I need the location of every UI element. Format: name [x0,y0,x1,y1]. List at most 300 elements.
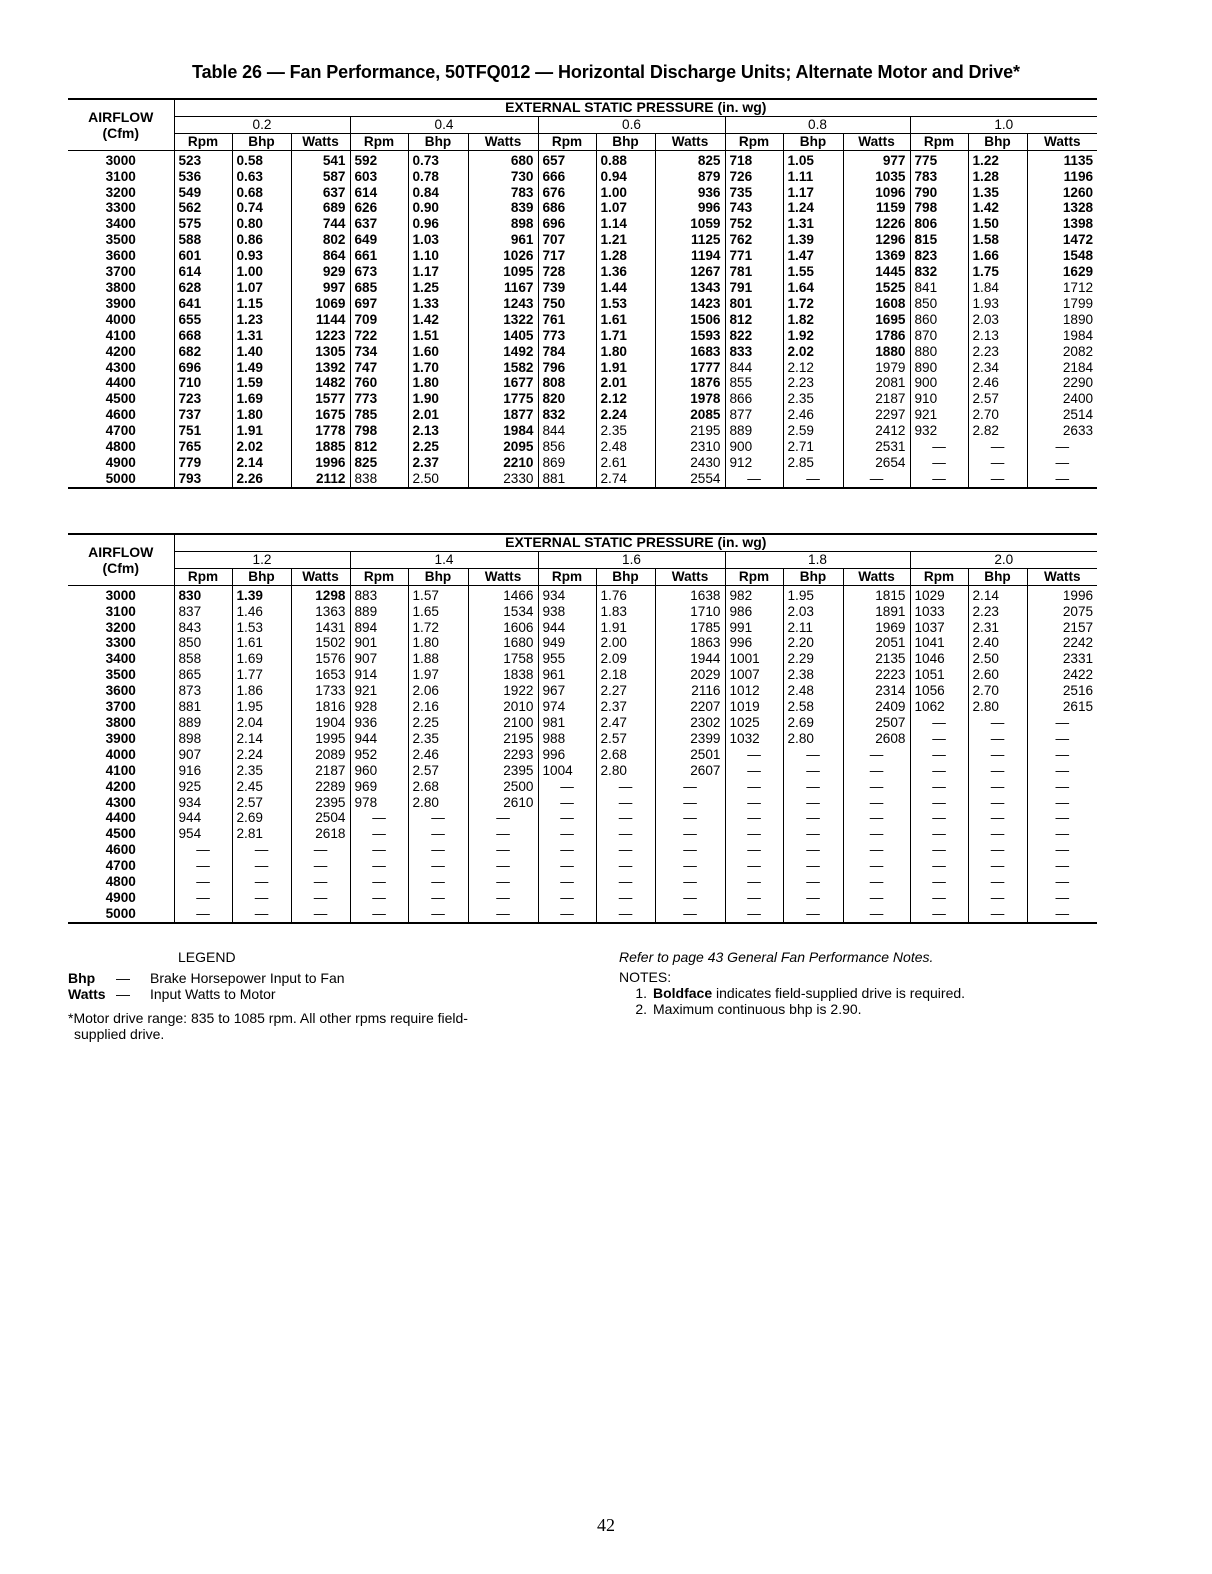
table-cell: 837 [174,604,232,620]
table-cell: 1.42 [968,200,1027,216]
table-cell: — [1027,471,1097,488]
pressure-group-header: 1.6 [538,551,725,568]
table-cell: 1305 [291,344,350,360]
table-cell: 0.96 [408,216,468,232]
table-cell: 1778 [291,423,350,439]
table-cell: 866 [725,391,783,407]
airflow-value: 4200 [105,343,136,359]
table-row [68,423,1097,439]
table-cell: — [408,826,468,842]
table-cell: 1922 [468,683,538,699]
table-cell: — [910,439,968,455]
table-cell: 726 [725,169,783,185]
pressure-group-header: 0.4 [350,116,538,133]
column-header: Bhp [783,568,843,585]
table-cell: 2187 [843,391,910,407]
table-row [68,248,1097,264]
airflow-value: 3200 [105,619,136,635]
airflow-value: 4600 [105,842,136,858]
table-cell: 2330 [468,471,538,488]
table-row [68,216,1097,232]
table-cell: 1880 [843,344,910,360]
table-cell: 954 [174,826,232,842]
table-cell: — [468,890,538,906]
pressure-group-header: 1.8 [725,551,910,568]
table-cell: 978 [350,795,408,811]
airflow-value: 4000 [105,746,136,762]
airflow-value: 3600 [105,248,136,264]
table-cell: 2.01 [408,407,468,423]
table-cell: — [910,826,968,842]
table-cell: 2.35 [783,391,843,407]
table-cell: 1051 [910,667,968,683]
table-cell: 1816 [291,699,350,715]
airflow-value: 3200 [105,184,136,200]
table-cell: 815 [910,232,968,248]
airflow-value: 3600 [105,683,136,699]
table-row [68,169,1097,185]
table-cell: 2.14 [968,585,1027,603]
table-cell: — [1027,763,1097,779]
table-cell: — [1027,874,1097,890]
table-cell: 1582 [468,360,538,376]
legend [68,949,568,1042]
table-row [68,667,1097,683]
table-cell: 1033 [910,604,968,620]
table-cell: — [291,874,350,890]
table-cell: 1.75 [968,264,1027,280]
table-cell: 801 [725,296,783,312]
table-cell: 877 [725,407,783,423]
table-cell: 2.01 [596,375,655,391]
table-row [68,842,1097,858]
table-cell: 1.64 [783,280,843,296]
table-cell: 850 [910,296,968,312]
table-cell: — [910,731,968,747]
table-cell: 806 [910,216,968,232]
table-cell: 1298 [291,585,350,603]
table-cell: — [596,890,655,906]
table-cell: 839 [468,200,538,216]
column-header: Rpm [174,568,232,585]
table-cell: 2.68 [596,747,655,763]
table-cell: 2.38 [783,667,843,683]
table-cell: 2.35 [408,731,468,747]
table-cell: 2.14 [232,731,291,747]
table-cell: — [968,763,1027,779]
airflow-value: 3000 [105,152,136,168]
table-cell: — [968,810,1027,826]
table-cell: 2.06 [408,683,468,699]
table-cell: 744 [291,216,350,232]
table-cell: 1.35 [968,185,1027,201]
table-cell: 2.27 [596,683,655,699]
table-cell: 832 [910,264,968,280]
airflow-value: 3300 [105,635,136,651]
table-cell: — [843,842,910,858]
table-cell: 844 [725,360,783,376]
table-cell: 743 [725,200,783,216]
table-cell: 1.44 [596,280,655,296]
table-cell: 2085 [655,407,725,423]
table-cell: — [843,747,910,763]
table-cell: 1733 [291,683,350,699]
table-cell: 1.80 [408,635,468,651]
table-cell: 1.39 [783,232,843,248]
table-cell: 2095 [468,439,538,455]
table-cell: 2.71 [783,439,843,455]
table-cell: — [655,779,725,795]
legend-abbr: Watts [68,986,106,1002]
table-cell: 996 [538,747,596,763]
table-row [68,455,1097,471]
table-cell: 1984 [1027,328,1097,344]
table-cell: 1.50 [968,216,1027,232]
table-cell: 1069 [291,296,350,312]
table-row [68,185,1097,201]
table-cell: 1777 [655,360,725,376]
table-cell: 1502 [291,635,350,651]
table-cell: 676 [538,185,596,201]
table-row [68,747,1097,763]
table-cell: 796 [538,360,596,376]
table-cell: 718 [725,150,783,168]
table-cell: — [538,795,596,811]
table-cell: — [783,842,843,858]
table-cell: 614 [174,264,232,280]
table-cell: — [350,826,408,842]
table-cell: 2395 [468,763,538,779]
table-cell: 1978 [655,391,725,407]
table-cell: 1.69 [232,391,291,407]
table-cell: 997 [291,280,350,296]
table-cell: 1167 [468,280,538,296]
table-cell: — [968,747,1027,763]
table-cell: 2.85 [783,455,843,471]
table-cell: — [655,890,725,906]
table-cell: 2184 [1027,360,1097,376]
table-cell: 856 [538,439,596,455]
table-cell: 2.69 [783,715,843,731]
table-row [68,471,1097,488]
table-cell: 1.61 [232,635,291,651]
table-cell: — [843,906,910,923]
table-cell: 1.59 [232,375,291,391]
table-cell: 1534 [468,604,538,620]
note-text: indicates field-supplied drive is required. [712,985,966,1001]
fan-performance-table-high-pressure [68,533,1097,924]
table-cell: — [596,779,655,795]
table-cell: 2.57 [596,731,655,747]
table-cell: 761 [538,312,596,328]
table-cell: 655 [174,312,232,328]
table-row [68,585,1097,603]
table-cell: 2.57 [232,795,291,811]
table-cell: 925 [174,779,232,795]
table-cell: — [174,906,232,923]
table-cell: 2.58 [783,699,843,715]
table-cell: — [725,858,783,874]
table-cell: — [350,890,408,906]
table-cell: 1876 [655,375,725,391]
table-cell: 907 [174,747,232,763]
column-header: Watts [843,568,910,585]
table-cell: 1.76 [596,585,655,603]
table-cell: — [968,731,1027,747]
table-cell: 793 [174,471,232,488]
table-cell: 1.28 [968,169,1027,185]
airflow-value: 3100 [105,168,136,184]
airflow-value: 3400 [105,216,136,232]
table-cell: — [910,810,968,826]
table-cell: 1675 [291,407,350,423]
table-cell: 2.11 [783,620,843,636]
motor-drive-footnote [68,1010,568,1042]
table-cell: — [1027,906,1097,923]
airflow-header [68,534,174,585]
table-cell: 587 [291,169,350,185]
table-cell: 798 [910,200,968,216]
table-cell: — [232,890,291,906]
table-cell: 934 [538,585,596,603]
table-cell: 844 [538,423,596,439]
column-header: Rpm [910,568,968,585]
table-cell: — [232,874,291,890]
table-cell: 751 [174,423,232,439]
table-cell: — [725,842,783,858]
table-cell: 2507 [843,715,910,731]
table-cell: 592 [350,150,408,168]
table-cell: 686 [538,200,596,216]
table-cell: 2504 [291,810,350,826]
table-cell: — [1027,779,1097,795]
table-cell: — [408,890,468,906]
table-cell: — [910,874,968,890]
table-cell: 2.35 [596,423,655,439]
table-cell: 717 [538,248,596,264]
table-cell: 783 [468,185,538,201]
table-cell: — [655,842,725,858]
table-cell: 820 [538,391,596,407]
table-cell: 2.24 [596,407,655,423]
table-cell: 722 [350,328,408,344]
header-row-pressures [68,116,1097,133]
table-cell: 1.07 [232,280,291,296]
table-cell: — [1027,731,1097,747]
table-cell: 2.81 [232,826,291,842]
table-cell: 0.88 [596,150,655,168]
table-cell: 2157 [1027,620,1097,636]
table-cell: 2.25 [408,715,468,731]
table-cell: 981 [538,715,596,731]
note-2 [619,1001,1099,1017]
table-cell: — [538,826,596,842]
table-cell: 765 [174,439,232,455]
table-row [68,810,1097,826]
table-cell: — [232,858,291,874]
table-cell: — [468,906,538,923]
table-cell: — [408,874,468,890]
table-cell: — [783,471,843,488]
table-cell: — [783,779,843,795]
table-cell: 2.09 [596,651,655,667]
table-cell: 865 [174,667,232,683]
table-cell: 637 [350,216,408,232]
table-cell: 2.50 [408,471,468,488]
table-cell: 1.91 [596,620,655,636]
table-cell: — [843,858,910,874]
table-cell: 0.58 [232,150,291,168]
airflow-value: 4900 [105,454,136,470]
table-cell: 1863 [655,635,725,651]
table-cell: 2293 [468,747,538,763]
table-cell: 2082 [1027,344,1097,360]
table-cell: — [1027,715,1097,731]
table-row [68,439,1097,455]
table-cell: 907 [350,651,408,667]
table-cell: 916 [174,763,232,779]
table-cell: 1.65 [408,604,468,620]
table-cell: 2.24 [232,747,291,763]
table-row [68,635,1097,651]
table-cell: 1.60 [408,344,468,360]
table-cell: — [725,747,783,763]
table-cell: 2.20 [783,635,843,651]
table-cell: — [1027,842,1097,858]
table-cell: — [538,810,596,826]
legend-dash: — [116,986,130,1002]
table-cell: 1629 [1027,264,1097,280]
airflow-value: 4800 [105,439,136,455]
airflow-value: 4800 [105,874,136,890]
table-cell: — [468,842,538,858]
table-cell: 2116 [655,683,725,699]
table-cell: 2.70 [968,683,1027,699]
table-cell: — [910,842,968,858]
table-cell: 575 [174,216,232,232]
table-cell: 1369 [843,248,910,264]
table-cell: 883 [350,585,408,603]
column-header: Bhp [408,568,468,585]
airflow-value: 3900 [105,295,136,311]
table-cell: 889 [174,715,232,731]
column-header: Rpm [725,133,783,150]
table-cell: 1.61 [596,312,655,328]
table-cell: 843 [174,620,232,636]
table-cell: — [655,858,725,874]
table-cell: 2089 [291,747,350,763]
table-row [68,890,1097,906]
table-cell: 781 [725,264,783,280]
table-cell: 1466 [468,585,538,603]
table-cell: 1.80 [596,344,655,360]
table-cell: 1775 [468,391,538,407]
airflow-unit: (Cfm) [102,124,140,141]
airflow-value: 4300 [105,359,136,375]
pressure-group-header: 0.6 [538,116,725,133]
table-cell: 1.53 [232,620,291,636]
table-cell: — [538,858,596,874]
table-cell: — [350,858,408,874]
table-cell: 1677 [468,375,538,391]
table-cell: 1001 [725,651,783,667]
table-cell: 1125 [655,232,725,248]
table-cell: 2.69 [232,810,291,826]
table-cell: — [1027,810,1097,826]
table-cell: 682 [174,344,232,360]
table-cell: — [783,906,843,923]
table-cell: 2399 [655,731,725,747]
table-cell: 991 [725,620,783,636]
table-cell: — [968,874,1027,890]
table-cell: 881 [174,699,232,715]
table-cell: — [350,810,408,826]
table-cell: 2.13 [968,328,1027,344]
table-cell: 1032 [725,731,783,747]
table-cell: 790 [910,185,968,201]
table-cell: 1194 [655,248,725,264]
table-cell: 1.23 [232,312,291,328]
table-cell: 838 [350,471,408,488]
table-cell: 2.80 [408,795,468,811]
table-cell: — [910,906,968,923]
table-row [68,763,1097,779]
table-cell: 2.57 [408,763,468,779]
airflow-unit: (Cfm) [102,559,140,576]
table-cell: — [843,763,910,779]
table-cell: 898 [468,216,538,232]
table-cell: 1979 [843,360,910,376]
table-cell: 934 [174,795,232,811]
table-cell: 1062 [910,699,968,715]
table-cell: — [174,890,232,906]
table-row [68,620,1097,636]
table-cell: — [783,826,843,842]
table-cell: 982 [725,585,783,603]
table-cell: 949 [538,635,596,651]
table-cell: — [596,858,655,874]
table-cell: 773 [538,328,596,344]
header-row-columns [68,568,1097,585]
table-cell: 1683 [655,344,725,360]
column-header: Watts [655,133,725,150]
table-cell: 0.63 [232,169,291,185]
table-cell: 1969 [843,620,910,636]
table-cell: 2.18 [596,667,655,683]
airflow-value: 4900 [105,889,136,905]
table-cell: 2615 [1027,699,1097,715]
page-number: 42 [597,1515,615,1535]
table-cell: 1710 [655,604,725,620]
table-cell: 870 [910,328,968,344]
table-cell: 1.80 [408,375,468,391]
table-cell: — [1027,439,1097,455]
table-cell: 2.31 [968,620,1027,636]
table-cell: 2289 [291,779,350,795]
column-header: Bhp [232,133,291,150]
table-cell: — [725,795,783,811]
table-cell: 1196 [1027,169,1097,185]
table-cell: 881 [538,471,596,488]
table-row [68,699,1097,715]
header-row-esp [68,534,1097,551]
table-cell: 649 [350,232,408,248]
table-cell: 1.58 [968,232,1027,248]
table-cell: 735 [725,185,783,201]
table-cell: 2310 [655,439,725,455]
table-cell: 1012 [725,683,783,699]
table-cell: 969 [350,779,408,795]
